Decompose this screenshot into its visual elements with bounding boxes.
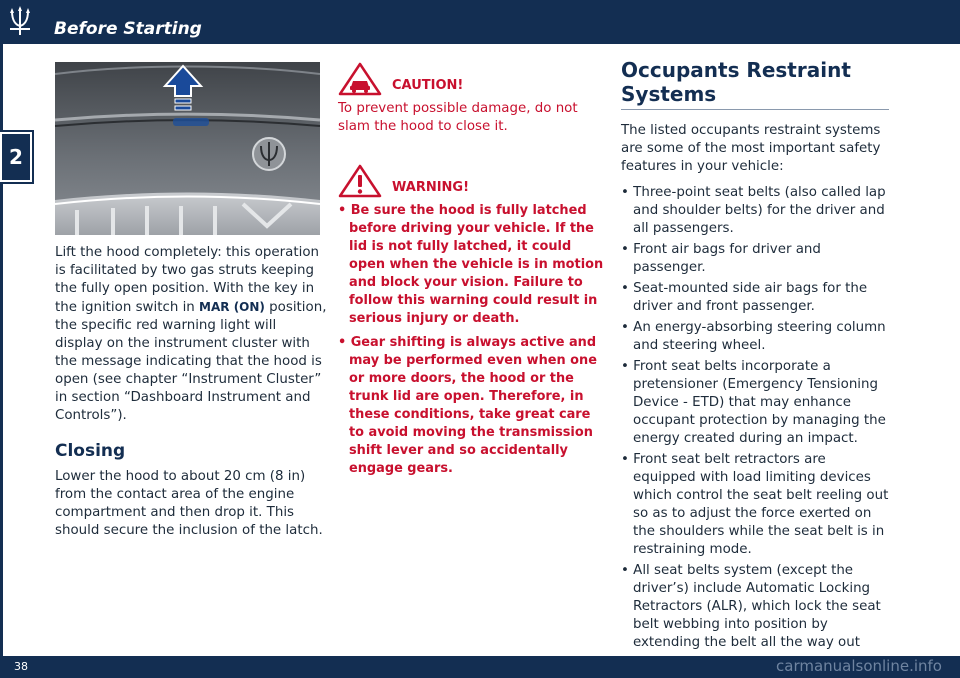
closing-paragraph: Lower the hood to about 20 cm (8 in) from the contact area of the engine compartment and then drop it. This should secure the inclusion of the latch. xyxy=(55,469,323,538)
chapter-tab: 2 xyxy=(0,132,32,182)
hood-opening-paragraph xyxy=(55,244,327,425)
caution-text: To prevent possible damage, do not slam the hood to close it. xyxy=(338,101,578,134)
intro-text: Lift the hood completely: this operation is facilitated by two gas struts keeping the fully open position. With the key in the ignition switch in xyxy=(55,245,319,315)
middle-column xyxy=(338,62,608,484)
list-item: • Front seat belts incorporate a pretensioner (Emergency Tensioning Device - ETD) that may enhance occupant protection by managing the energy created during an impact. xyxy=(621,359,886,446)
section-title: Before Starting xyxy=(54,19,202,39)
list-item: • Front air bags for driver and passenger. xyxy=(621,242,821,275)
warning-list xyxy=(338,202,608,478)
right-column xyxy=(621,58,889,655)
restraint-heading: Occupants Restraint Systems xyxy=(621,58,889,110)
page-footer xyxy=(0,656,960,678)
left-column xyxy=(55,244,327,540)
restraint-intro: The listed occupants restraint systems are some of the most important safety features in your vehicle: xyxy=(621,123,881,174)
page-number: 38 xyxy=(14,660,28,673)
list-item: • All seat belts system (except the driver’s) include Automatic Locking Retractors (ALR), which lock the seat belt webbing into position by extending the belt all the way out xyxy=(621,563,881,650)
list-item: • Seat-mounted side air bags for the driver and front passenger. xyxy=(621,281,868,314)
warning-item: • Gear shifting is always active and may be performed even when one or more doors, the hood or the trunk lid are open. Therefore, in these conditions, take great care to avoid moving the transmission shift lever and so accidentally engage gears. xyxy=(338,335,597,476)
page-header xyxy=(0,0,960,44)
warning-exclamation-icon xyxy=(338,164,382,198)
watermark: carmanualsonline.info xyxy=(776,657,942,675)
list-item: • Front seat belt retractors are equipped with load limiting devices which control the seat belt reeling out so as to adjust the force exerted on the shoulders while the seat belt is in restraining mode. xyxy=(621,452,889,557)
caution-title: CAUTION! xyxy=(392,78,464,93)
warning-item: • Be sure the hood is fully latched before driving your vehicle. If the lid is not fully latched, it could open when the vehicle is in motion and block your vision. Failure to follow this warning could result in serious injury or death. xyxy=(338,203,604,326)
hood-photo xyxy=(55,62,320,235)
restraint-list xyxy=(621,184,889,652)
trident-logo-icon xyxy=(7,5,33,39)
caution-block xyxy=(338,62,608,136)
warning-block xyxy=(338,164,608,478)
brand-logo xyxy=(0,0,40,44)
intro-text-continued: position, the specific red warning light will display on the instrument cluster with the message indicating that the hood is open (see chapter “Instrument Cluster” in section “Dashboard Instrument and Controls”). xyxy=(55,300,327,423)
list-item: • Three-point seat belts (also called lap and shoulder belts) for the driver and all passengers. xyxy=(621,185,886,236)
list-item: • An energy-absorbing steering column and steering wheel. xyxy=(621,320,886,353)
closing-heading: Closing xyxy=(55,441,126,461)
warning-title: WARNING! xyxy=(392,180,470,195)
caution-car-icon xyxy=(338,62,382,96)
ignition-term: MAR (ON) xyxy=(199,300,265,314)
